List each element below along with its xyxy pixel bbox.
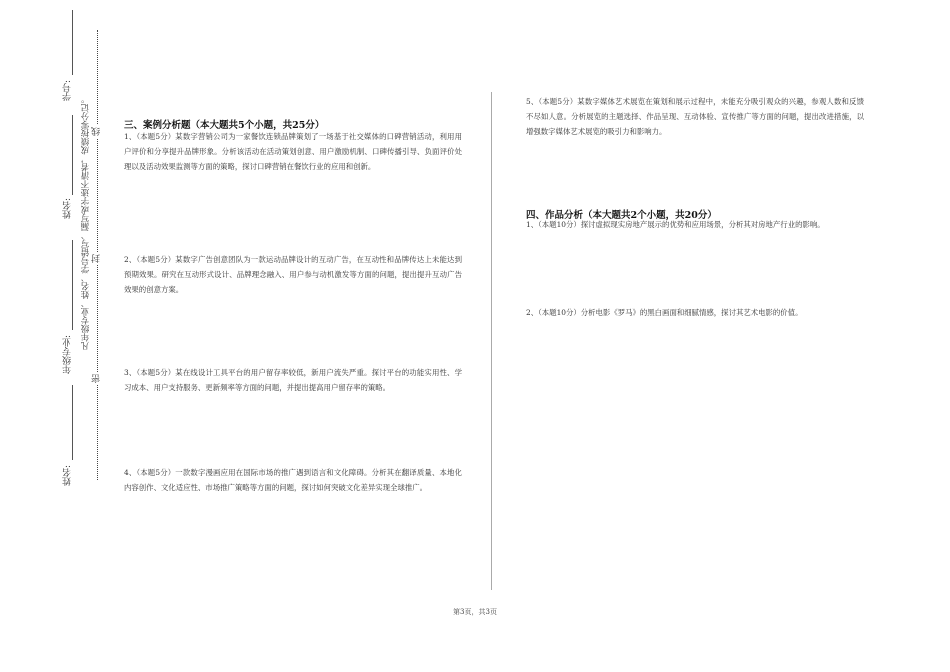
question-work-1: 1、（本题10分）探讨虚拟现实房地产展示的优势和应用场景，分析其对房地产行业的影响。	[526, 220, 825, 229]
question-case-3: 3、（本题5分）某在线设计工具平台的用户留存率较低，新用户流失严重。探讨平台的功能实用性、学习成本、用户支持服务、更新频率等方面的问题，并提出提高用户留存率的策略。	[124, 368, 462, 392]
question-case-4: 4、（本题5分）一款数字漫画应用在国际市场的推广遇到语言和文化障碍。分析其在翻译质量、本地化内容创作、文化适应性、市场推广策略等方面的问题，探讨如何突破文化差异实现全球推广。	[124, 468, 462, 492]
name-label: 姓名:	[63, 198, 73, 220]
grade-major-label: 年级专业:	[63, 335, 73, 375]
student-id-label: 学号:	[63, 80, 73, 102]
section-case-analysis-title: 三、案例分析题（本大题共5个小题，共25分）	[124, 120, 325, 131]
seal-char-feng: 封	[92, 254, 102, 263]
seal-char-xian: 线	[92, 127, 102, 136]
grade-major-line	[72, 240, 73, 330]
seal-char-mi: 密	[92, 374, 102, 383]
question-case-5: 5、（本题5分）某数字媒体艺术展览在策划和展示过程中，未能充分吸引观众的兴趣，参观人数和反馈不尽如人意。分析展览的主题选择、作品呈现、互动体验、宣传推广等方面的问题，提出改进措施，以增强数字媒体艺术展览的吸引力和影响力。	[526, 97, 864, 136]
student-id-line	[72, 10, 73, 75]
school-label: 姓名:	[63, 465, 73, 487]
column-divider	[491, 92, 492, 590]
question-case-1: 1、（本题5分）某数字营销公司为一家餐饮连锁品牌策划了一场基于社交媒体的口碑营销活动，利用用户评价和分享提升品牌形象。分析该活动在活动策划创意、用户激励机制、口碑传播引导、负面评价处理以及活动效果监测等方面的策略，探讨口碑营销在餐饮行业的应用和创新。	[124, 132, 462, 171]
binding-margin	[0, 0, 110, 672]
binding-instruction: 凡年级专业、姓名、学号错写、漏写或字迹不清者，成绩按零分记。	[81, 95, 91, 350]
section-work-analysis-title: 四、作品分析（本大题共2个小题，共20分）	[526, 210, 717, 221]
question-work-2: 2、（本题10分）分析电影《罗马》的黑白画面和细腻情感，探讨其艺术电影的价值。	[526, 308, 803, 317]
school-line	[72, 385, 73, 460]
page-footer: 第3页，共3页	[453, 608, 497, 616]
question-case-2: 2、（本题5分）某数字广告创意团队为一款运动品牌设计的互动广告，在互动性和品牌传达上未能达到预期效果。研究在互动形式设计、品牌理念融入、用户参与动机激发等方面的问题，提出提升互动广告效果的创意方案。	[124, 255, 462, 294]
name-line	[72, 115, 73, 195]
